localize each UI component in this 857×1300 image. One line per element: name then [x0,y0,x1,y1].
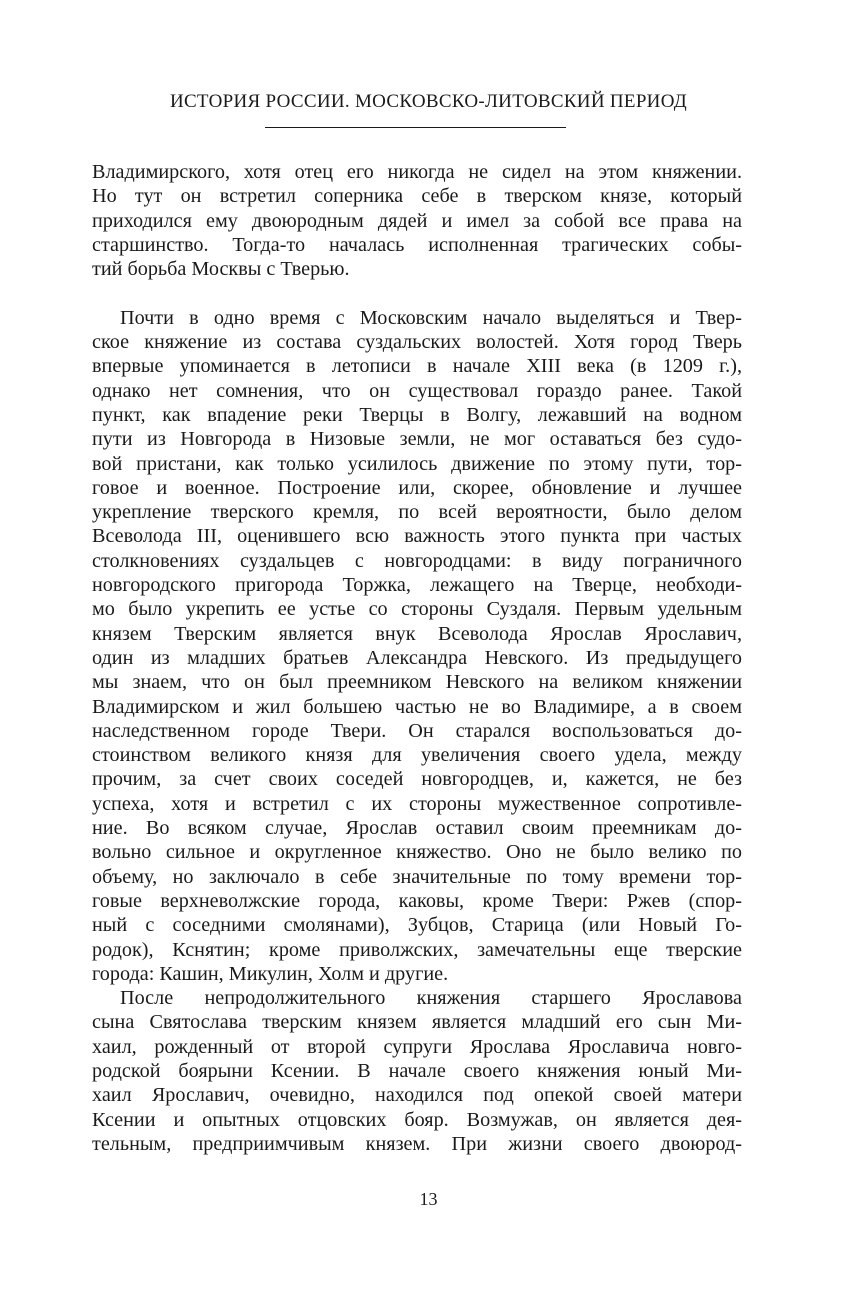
paragraph-mikhail-yaroslavich [92,986,742,1156]
text-line: говые верхневолжские города, каковы, кроме Твери: Ржев (спор- [92,889,742,912]
text-line: мо было укрепить ее устье со стороны Суздаля. Первым удельным [92,598,742,621]
text-line: наследственном городе Твери. Он старался воспользоваться до- [92,719,742,742]
text-line: впервые упоминается в летописи в начале XIII века (в 1209 г.), [92,355,742,378]
text-line: стоинством великого князя для увеличения своего удела, между [92,744,742,767]
text-line: столкновениях суздальцев с новгородцами: в виду пограничного [92,549,742,572]
text-line: объему, но заключало в себе значительные по тому времени тор- [92,865,742,888]
text-line: родской боярыни Ксении. В начале своего княжения юный Ми- [92,1059,742,1082]
text-line: сына Святослава тверским князем является младший его сын Ми- [92,1011,742,1034]
text-line: Но тут он встретил соперника себе в тверском князе, который [92,185,742,208]
text-line: Владимирском и жил большею частью не во Владимире, а в своем [92,695,742,718]
text-line: Ксении и опытных отцовских бояр. Возмужав, он является дея- [92,1108,742,1131]
text-line: Всеволода III, оценившего всю важность этого пункта при частых [92,525,742,548]
text-line: укрепление тверского кремля, по всей вероятности, было делом [92,501,742,524]
text-line: города: Кашин, Микулин, Холм и другие. [92,962,449,985]
body-text [92,160,742,1156]
text-line: приходился ему двоюродным дядей и имел за собой все права на [92,209,742,232]
text-line: хаил Ярославич, очевидно, находился под опекой своей матери [92,1084,742,1107]
text-line: князем Тверским является внук Всеволода Ярослав Ярославич, [92,622,742,645]
text-line: говое и военное. Построение или, скорее, обновление и лучшее [92,476,742,499]
paragraph-continued [92,160,742,281]
text-line: хаил, рожденный от второй супруги Ярослава Ярославича новго- [92,1035,742,1058]
running-head: ИСТОРИЯ РОССИИ. МОСКОВСКО-ЛИТОВСКИЙ ПЕРИОД [169,91,688,112]
running-head-rule [265,127,566,128]
text-line: успеха, хотя и встретил с их стороны мужественное сопротивле- [92,792,742,815]
text-line: ный с соседними смолянами), Зубцов, Старица (или Новый Го- [92,914,742,937]
text-line: новгородского пригорода Торжка, лежащего на Тверце, необходи- [92,574,742,597]
text-line: один из младших братьев Александра Невского. Из предыдущего [92,646,742,669]
text-line: пути из Новгорода в Низовые земли, не мог оставаться без судо- [92,428,742,451]
text-line: пункт, как впадение реки Тверцы в Волгу, лежавший на водном [92,403,742,426]
text-line: прочим, за счет своих соседей новгородцев, и, кажется, не без [92,768,742,791]
text-line: Почти в одно время с Московским начало выделяться и Твер- [120,306,742,329]
text-line: тельным, предприимчивым князем. При жизни своего двоюрод- [92,1132,742,1155]
text-line: тий борьба Москвы с Тверью. [92,258,350,281]
text-line: старшинство. Тогда-то началась исполненная трагических собы- [92,233,742,256]
text-line: вой пристани, как только усилилось движение по этому пути, тор- [92,452,742,475]
paragraph-spacer [92,281,742,305]
page-number: 13 [419,1189,438,1209]
text-line: родок), Кснятин; кроме приволжских, замечательны еще тверские [92,938,742,961]
text-line: ние. Во всяком случае, Ярослав оставил своим преемникам до- [92,817,742,840]
text-line: вольно сильное и округленное княжество. Оно не было велико по [92,841,742,864]
text-line: Владимирского, хотя отец его никогда не сидел на этом княжении. [92,161,742,183]
text-line: мы знаем, что он был преемником Невского на великом княжении [92,671,742,694]
text-line: ское княжение из состава суздальских волостей. Хотя город Тверь [92,331,742,354]
text-line: однако нет сомнения, что он существовал гораздо ранее. Такой [92,379,742,402]
text-line: После непродолжительного княжения старшего Ярославова [120,987,742,1010]
paragraph-tver-principality [92,306,742,986]
